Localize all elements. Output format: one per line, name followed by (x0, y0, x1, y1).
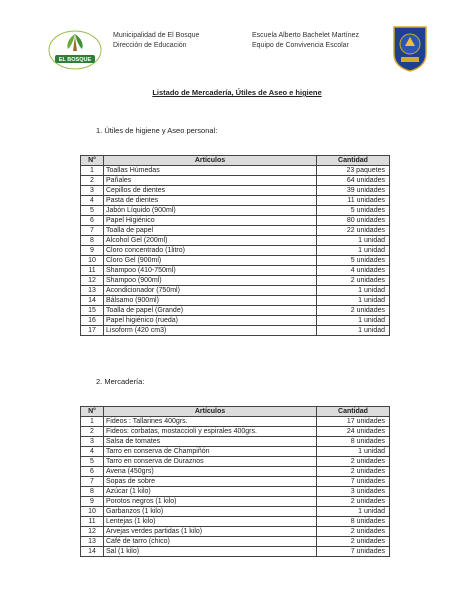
row-quantity: 2 unidades (317, 467, 390, 477)
row-article: Toallas Húmedas (104, 166, 317, 176)
table-row (81, 226, 390, 236)
row-article: Toalla de papel (104, 226, 317, 236)
row-article: Sal (1 kilo) (104, 547, 317, 557)
row-quantity: 1 unidad (317, 316, 390, 326)
table-row (81, 517, 390, 527)
row-article: Bálsamo (900ml) (104, 296, 317, 306)
row-quantity: 1 unidad (317, 447, 390, 457)
row-quantity: 8 unidades (317, 437, 390, 447)
table-row (81, 427, 390, 437)
row-number: 11 (81, 266, 104, 276)
table-row (81, 497, 390, 507)
table-row (81, 206, 390, 216)
row-number: 7 (81, 477, 104, 487)
row-quantity: 2 unidades (317, 457, 390, 467)
row-number: 2 (81, 427, 104, 437)
row-quantity: 80 unidades (317, 216, 390, 226)
el-bosque-logo (44, 26, 106, 72)
row-number: 13 (81, 286, 104, 296)
section1-heading: 1. Útiles de higiene y Aseo personal: (96, 126, 218, 135)
row-number: 5 (81, 206, 104, 216)
row-article: Shampoo (410-750ml) (104, 266, 317, 276)
table-row (81, 216, 390, 226)
table-row (81, 276, 390, 286)
row-quantity: 2 unidades (317, 276, 390, 286)
row-number: 4 (81, 447, 104, 457)
row-article: Fideos : Tallarines 400grs. (104, 417, 317, 427)
row-article: Toalla de papel (Grande) (104, 306, 317, 316)
table-row (81, 457, 390, 467)
col-number: N° (81, 156, 104, 166)
table-row (81, 266, 390, 276)
col-quantity: Cantidad (317, 156, 390, 166)
row-article: Cloro concentrado (1litro) (104, 246, 317, 256)
row-article: Lisoform (420 cm3) (104, 326, 317, 336)
row-quantity: 2 unidades (317, 527, 390, 537)
row-number: 8 (81, 236, 104, 246)
table-row (81, 487, 390, 497)
row-number: 13 (81, 537, 104, 547)
row-article: Jabón Líquido (900ml) (104, 206, 317, 216)
row-article: Lentejas (1 kilo) (104, 517, 317, 527)
row-quantity: 2 unidades (317, 537, 390, 547)
row-article: Azúcar (1 kilo) (104, 487, 317, 497)
row-quantity: 5 unidades (317, 206, 390, 216)
table-row (81, 236, 390, 246)
table-row (81, 296, 390, 306)
table-row (81, 467, 390, 477)
col-articles: Artículos (104, 156, 317, 166)
table-row (81, 447, 390, 457)
row-article: Sopas de sobre (104, 477, 317, 487)
row-article: Tarro en conserva de Champiñón (104, 447, 317, 457)
row-article: Pañales (104, 176, 317, 186)
row-quantity: 1 unidad (317, 326, 390, 336)
section2-heading: 2. Mercadería: (96, 377, 145, 386)
table-row (81, 246, 390, 256)
table-row (81, 186, 390, 196)
school-name: Escuela Alberto Bachelet Martínez (252, 32, 360, 39)
row-quantity: 7 unidades (317, 547, 390, 557)
school-seal (391, 24, 429, 72)
row-quantity: 8 unidades (317, 517, 390, 527)
row-article: Avena (450grs) (104, 467, 317, 477)
table-row (81, 547, 390, 557)
row-number: 3 (81, 186, 104, 196)
row-quantity: 7 unidades (317, 477, 390, 487)
row-number: 16 (81, 316, 104, 326)
row-quantity: 1 unidad (317, 246, 390, 256)
col-number: N° (81, 407, 104, 417)
row-quantity: 5 unidades (317, 256, 390, 266)
document-title: Listado de Mercadería, Útiles de Aseo e higiene (152, 88, 322, 97)
table-row (81, 166, 390, 176)
row-number: 17 (81, 326, 104, 336)
table-row (81, 527, 390, 537)
table-row (81, 306, 390, 316)
row-quantity: 64 unidades (317, 176, 390, 186)
row-number: 12 (81, 276, 104, 286)
row-number: 2 (81, 176, 104, 186)
row-number: 9 (81, 246, 104, 256)
row-number: 9 (81, 497, 104, 507)
row-quantity: 39 unidades (317, 186, 390, 196)
row-quantity: 23 paquetes (317, 166, 390, 176)
row-number: 8 (81, 487, 104, 497)
row-article: Fideos: corbatas, mostaccioli y espirales 400grs. (104, 427, 317, 437)
row-article: Pasta de dientes (104, 196, 317, 206)
table-row (81, 477, 390, 487)
col-quantity: Cantidad (317, 407, 390, 417)
row-article: Cepillos de dientes (104, 186, 317, 196)
groceries-table (80, 406, 390, 557)
row-quantity: 2 unidades (317, 306, 390, 316)
row-article: Shampoo (900ml) (104, 276, 317, 286)
row-number: 1 (81, 417, 104, 427)
row-number: 6 (81, 467, 104, 477)
row-quantity: 1 unidad (317, 507, 390, 517)
table-row (81, 437, 390, 447)
row-number: 11 (81, 517, 104, 527)
row-article: Café de tarro (chico) (104, 537, 317, 547)
row-article: Porotos negros (1 kilo) (104, 497, 317, 507)
table-row (81, 507, 390, 517)
row-number: 7 (81, 226, 104, 236)
row-article: Papel higiénico (rueda) (104, 316, 317, 326)
row-number: 5 (81, 457, 104, 467)
table-row (81, 417, 390, 427)
table-header-row (81, 156, 390, 166)
department-name: Dirección de Educación (113, 42, 187, 49)
row-number: 10 (81, 256, 104, 266)
team-name: Equipo de Convivencia Escolar (252, 42, 349, 49)
hygiene-table (80, 155, 390, 336)
table-row (81, 256, 390, 266)
row-number: 3 (81, 437, 104, 447)
logo-text: EL BOSQUE (58, 57, 92, 63)
table-row (81, 537, 390, 547)
row-number: 1 (81, 166, 104, 176)
row-quantity: 1 unidad (317, 286, 390, 296)
col-articles: Artículos (104, 407, 317, 417)
table-row (81, 196, 390, 206)
row-article: Cloro Gel (900ml) (104, 256, 317, 266)
table-row (81, 316, 390, 326)
table-row (81, 176, 390, 186)
row-quantity: 3 unidades (317, 487, 390, 497)
table-header-row (81, 407, 390, 417)
row-number: 4 (81, 196, 104, 206)
row-number: 6 (81, 216, 104, 226)
row-article: Tarro en conserva de Duraznos (104, 457, 317, 467)
row-article: Acondicionador (750ml) (104, 286, 317, 296)
row-quantity: 11 unidades (317, 196, 390, 206)
table-row (81, 286, 390, 296)
row-quantity: 17 unidades (317, 417, 390, 427)
row-quantity: 1 unidad (317, 296, 390, 306)
row-number: 14 (81, 296, 104, 306)
row-article: Salsa de tomates (104, 437, 317, 447)
row-quantity: 4 unidades (317, 266, 390, 276)
row-article: Garbanzos (1 kilo) (104, 507, 317, 517)
row-number: 14 (81, 547, 104, 557)
row-quantity: 24 unidades (317, 427, 390, 437)
row-article: Alcohol Gel (200ml) (104, 236, 317, 246)
row-number: 12 (81, 527, 104, 537)
row-article: Papel Higiénico (104, 216, 317, 226)
table-row (81, 326, 390, 336)
row-number: 15 (81, 306, 104, 316)
row-article: Arvejas verdes partidas (1 kilo) (104, 527, 317, 537)
header-left (113, 31, 199, 51)
municipality-name: Municipalidad de El Bosque (113, 32, 200, 39)
row-quantity: 22 unidades (317, 226, 390, 236)
header-right (252, 31, 359, 51)
row-number: 10 (81, 507, 104, 517)
row-quantity: 1 unidad (317, 236, 390, 246)
row-quantity: 2 unidades (317, 497, 390, 507)
